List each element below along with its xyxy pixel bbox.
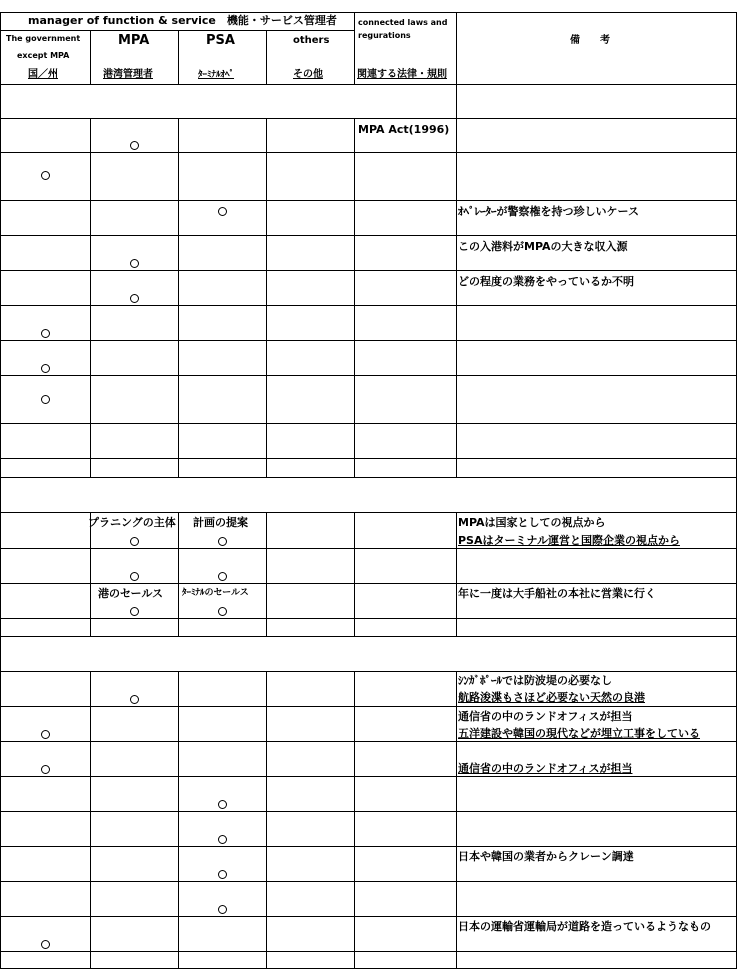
rule — [0, 12, 1, 968]
psa-circle-icon — [218, 537, 227, 546]
rule — [0, 881, 737, 882]
rule — [354, 12, 355, 84]
rule — [266, 512, 267, 636]
others-header-en: others — [293, 35, 330, 46]
laws-header-en-2: regurations — [358, 31, 411, 40]
laws-header-en-1: connected laws and — [358, 18, 448, 27]
mpa-circle-icon — [130, 141, 139, 150]
rule — [456, 512, 457, 636]
remark-1: ｵﾍﾟﾚｰﾀｰが警察権を持つ珍しいケース — [458, 205, 639, 218]
rule — [0, 811, 737, 812]
rule — [90, 512, 91, 636]
gov-circle-icon — [41, 940, 50, 949]
gov-header-jp: 国／州 — [28, 69, 58, 80]
gov-header-en-1: The government — [6, 34, 81, 43]
rule — [0, 152, 737, 153]
psa-circle-icon — [218, 607, 227, 616]
psa-header-en: PSA — [206, 33, 235, 48]
gov-circle-icon — [41, 171, 50, 180]
rule — [266, 118, 267, 477]
psa-circle-icon — [218, 835, 227, 844]
law-mpa-act: MPA Act(1996) — [358, 123, 450, 136]
remark-8: 通信省の中のランドオフィスが担当 — [458, 762, 633, 775]
rule — [0, 636, 737, 637]
remark-3: どの程度の業務をやっているか不明 — [458, 275, 634, 288]
rule — [354, 118, 355, 477]
gov-circle-icon — [41, 765, 50, 774]
rule — [456, 671, 457, 968]
remark-9: 日本や韓国の業者からクレーン調達 — [458, 850, 634, 863]
rule — [0, 916, 737, 917]
gov-circle-icon — [41, 730, 50, 739]
remark-10: 日本の運輸省運輸局が道路を造っているようなもの — [458, 920, 711, 933]
rule — [0, 12, 737, 13]
rule — [0, 706, 737, 707]
rule — [178, 512, 179, 636]
planning-subject: プラニングの主体 — [88, 516, 176, 529]
rule — [266, 30, 267, 84]
psa-circle-icon — [218, 207, 227, 216]
rule — [0, 968, 737, 969]
rule — [90, 671, 91, 968]
gov-circle-icon — [41, 329, 50, 338]
remark-5: 年に一度は大手船社の本社に営業に行く — [458, 587, 656, 600]
psa-circle-icon — [218, 800, 227, 809]
rule — [0, 951, 737, 952]
mpa-header-en: MPA — [118, 33, 150, 48]
remark-7a: 通信省の中のランドオフィスが担当 — [458, 710, 633, 723]
rule — [0, 270, 737, 271]
rule — [0, 583, 737, 584]
rule — [0, 84, 737, 85]
rule — [0, 548, 737, 549]
rule — [0, 846, 737, 847]
remark-4b: PSAはターミナル運営と国際企業の視点から — [458, 534, 680, 547]
gov-circle-icon — [41, 395, 50, 404]
port-sales: 港のセールス — [98, 587, 164, 600]
rule — [0, 671, 737, 672]
mpa-circle-icon — [130, 537, 139, 546]
remarks-header: 備 考 — [570, 35, 610, 46]
rule — [0, 423, 737, 424]
psa-circle-icon — [218, 905, 227, 914]
mpa-circle-icon — [130, 607, 139, 616]
rule — [266, 671, 267, 968]
rule — [354, 671, 355, 968]
rule — [0, 776, 737, 777]
plan-proposal: 計画の提案 — [193, 516, 248, 529]
rule — [90, 118, 91, 477]
remark-2: この入港料がMPAの大きな収入源 — [458, 240, 628, 253]
rule — [0, 375, 737, 376]
rule — [0, 477, 737, 478]
mpa-circle-icon — [130, 294, 139, 303]
rule — [0, 200, 737, 201]
gov-circle-icon — [41, 364, 50, 373]
mpa-circle-icon — [130, 259, 139, 268]
psa-circle-icon — [218, 572, 227, 581]
rule — [456, 84, 457, 477]
psa-circle-icon — [218, 870, 227, 879]
gov-header-en-2: except MPA — [17, 51, 70, 60]
rule — [178, 118, 179, 477]
rule — [354, 512, 355, 636]
remark-6a: ｼﾝｶﾞﾎﾟｰﾙでは防波堤の必要なし — [458, 674, 612, 687]
remark-6b: 航路浚渫もさほど必要ない天然の良港 — [458, 691, 645, 704]
mpa-circle-icon — [130, 572, 139, 581]
manager-header: manager of function & service 機能・サービス管理者 — [28, 14, 337, 27]
rule — [0, 340, 737, 341]
rule — [0, 458, 737, 459]
others-header-jp: その他 — [293, 69, 323, 80]
rule — [0, 305, 737, 306]
rule — [178, 30, 179, 84]
rule — [178, 671, 179, 968]
terminal-sales: ﾀｰﾐﾅﾙのセールス — [182, 588, 249, 598]
rule — [456, 12, 457, 84]
rule — [0, 618, 737, 619]
rule — [0, 741, 737, 742]
remark-7b: 五洋建設や韓国の現代などが埋立工事をしている — [458, 727, 700, 740]
rule — [0, 118, 737, 119]
psa-header-jp: ﾀｰﾐﾅﾙｵﾍﾟ — [198, 70, 235, 80]
mpa-circle-icon — [130, 695, 139, 704]
laws-header-jp: 関連する法律・規則 — [357, 69, 447, 80]
rule — [90, 30, 91, 84]
remark-4a: MPAは国家としての視点から — [458, 516, 606, 529]
mpa-header-jp: 港湾管理者 — [103, 69, 153, 80]
rule — [0, 512, 737, 513]
rule — [0, 235, 737, 236]
